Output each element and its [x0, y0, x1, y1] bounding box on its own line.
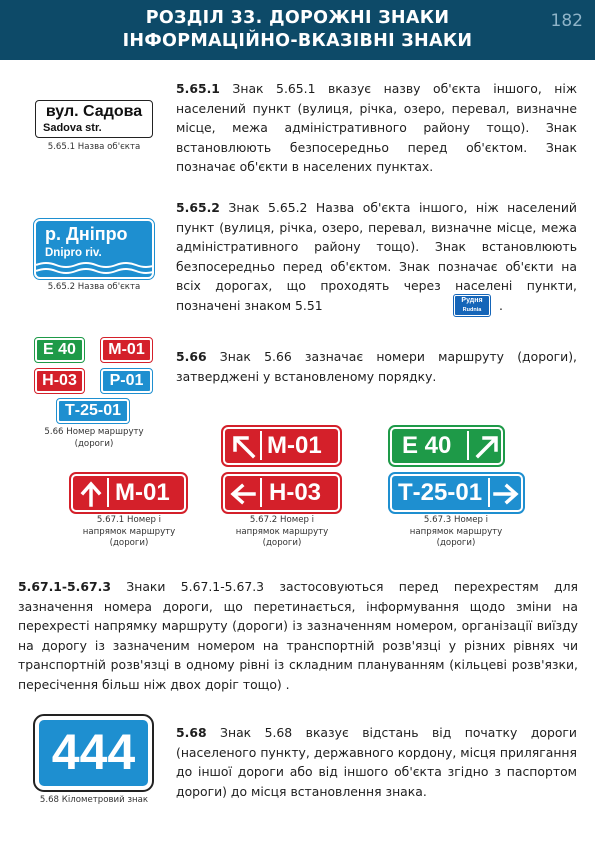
arrow-left-icon — [230, 481, 256, 507]
sign-latin-name: Rudnia — [462, 307, 482, 313]
sign-latin-name: Dnipro riv. — [45, 247, 102, 259]
paragraph-5-66 — [176, 347, 577, 386]
sign-caption: 5.68 Кілометровий знак — [39, 795, 149, 805]
page-header — [0, 0, 595, 60]
arrow-up-icon — [78, 481, 104, 507]
water-waves-icon — [36, 261, 154, 279]
caption-line: (дороги) — [109, 538, 149, 548]
sign-divider — [467, 431, 469, 460]
sign-5-67-1 — [71, 474, 186, 512]
arrow-right-icon — [493, 481, 519, 507]
route-plate-m01: М-01 — [101, 338, 152, 362]
paragraph-code: 5.68 — [176, 725, 207, 740]
arrow-up-right-icon — [474, 434, 500, 460]
paragraph-code: 5.67.1-5.67.3 — [18, 579, 111, 594]
sign-5-68: 444 — [35, 716, 152, 790]
caption-line: напрямок маршруту — [409, 526, 503, 537]
caption-line: 5.67.1 Номер і — [96, 515, 162, 525]
caption-line: (дороги) — [436, 538, 476, 548]
paragraph-5-65-1 — [176, 79, 577, 177]
sign-caption — [30, 427, 158, 450]
sign-divider — [260, 478, 262, 507]
paragraph-text: Знак 5.66 зазначає номери маршруту (дороги), затверджені у встановленому порядку. — [176, 349, 577, 384]
sign-5-67-3-bottom — [390, 474, 523, 512]
paragraph-code: 5.65.1 — [176, 81, 220, 96]
caption-line: 5.67.2 Номер і — [249, 515, 315, 525]
route-plate-p01: Р-01 — [101, 369, 152, 393]
sign-caption — [227, 515, 337, 550]
route-plate-h03: Н-03 — [35, 369, 84, 393]
route-number: E 40 — [402, 432, 452, 459]
sign-divider — [488, 478, 490, 507]
sign-5-65-2 — [34, 219, 154, 279]
caption-line: напрямок маршруту — [82, 526, 176, 537]
caption-line: напрямок маршруту — [235, 526, 329, 537]
sign-5-67-3-top — [390, 427, 503, 465]
sign-5-67-2-top — [223, 427, 340, 465]
route-number: Т-25-01 — [398, 479, 483, 506]
sign-caption: 5.65.2 Назва об'єкта — [47, 282, 141, 292]
sign-latin-name: Sadova str. — [43, 122, 102, 134]
route-plate-e40: E 40 — [35, 338, 84, 362]
sign-5-65-1 — [35, 100, 153, 138]
caption-line: (дороги) — [74, 438, 114, 449]
paragraph-tail: . — [499, 298, 503, 313]
sign-name: р. Дніпро — [45, 224, 128, 244]
page-number: 182 — [550, 11, 583, 31]
caption-line: 5.67.3 Номер і — [423, 515, 489, 525]
paragraph-5-68 — [176, 723, 577, 801]
route-number: М-01 — [267, 432, 322, 459]
section-title: РОЗДІЛ 33. ДОРОЖНІ ЗНАКИ — [145, 8, 450, 28]
paragraph-code: 5.65.2 — [176, 200, 220, 215]
sign-caption — [74, 515, 184, 550]
paragraph-text: Знак 5.65.1 вказує назву об'єкта іншого, ніж населений пункт (вулиця, річка, озеро, перевал, визначне місце, межа адміністративного району тощо). Знак встановлюють безпосередньо перед об'єктом. Знак позначає об'єкти в населених пунктах. — [176, 81, 577, 175]
sign-5-51-inline — [454, 295, 490, 316]
sign-caption — [401, 515, 511, 550]
sign-name: вул. Садова — [45, 103, 143, 120]
route-number: Н-03 — [269, 479, 322, 506]
paragraph-code: 5.66 — [176, 349, 207, 364]
caption-line: (дороги) — [262, 538, 302, 548]
paragraph-text: Знаки 5.67.1-5.67.3 застосовуються перед перехрестям для зазначення номера дороги, що перетинається, інформування щодо зміни на перехресті напрямку маршруту (дороги) із зазначенням номером, організації виїзду на дорогу із зазначеним номером на транспортній розв'язці у різних рівнях чи транспортній розв'язці в одному рівні із складним плануванням (кільцеві розв'язки, пересічення більш ніж двох доріг тощо) . — [18, 579, 578, 692]
paragraph-text: Знак 5.65.2 Назва об'єкта іншого, ніж населений пункт (вулиця, річка, озеро, перевал, визначне місце, межа адміністративного району тощо). Знак встановлюють безпосередньо перед об'єктом. Знак позначає об'єкти на всіх дорогах, що проходять через населені пункти, позначені знаком 5.51 — [176, 200, 577, 313]
sign-divider — [107, 478, 109, 507]
sign-name: Рудня — [461, 297, 483, 304]
sign-caption: 5.65.1 Назва об'єкта — [47, 142, 141, 152]
caption-line: 5.66 Номер маршруту — [44, 427, 144, 437]
paragraph-5-67 — [18, 577, 578, 695]
route-plate-t2501: Т-25-01 — [57, 399, 129, 423]
sign-divider — [260, 431, 262, 460]
paragraph-text: Знак 5.68 вказує відстань від початку дороги (населеного пункту, державного кордону, місця прилягання до іншої дороги або від іншого об'єкта згідно з паспортом дороги) до місця встановлення знака. — [176, 725, 577, 799]
paragraph-5-65-2 — [176, 198, 577, 316]
sign-5-67-2-bottom — [223, 474, 340, 512]
route-number: М-01 — [115, 479, 170, 506]
section-subtitle: ІНФОРМАЦІЙНО-ВКАЗІВНІ ЗНАКИ — [122, 31, 473, 51]
arrow-up-left-icon — [231, 434, 257, 460]
